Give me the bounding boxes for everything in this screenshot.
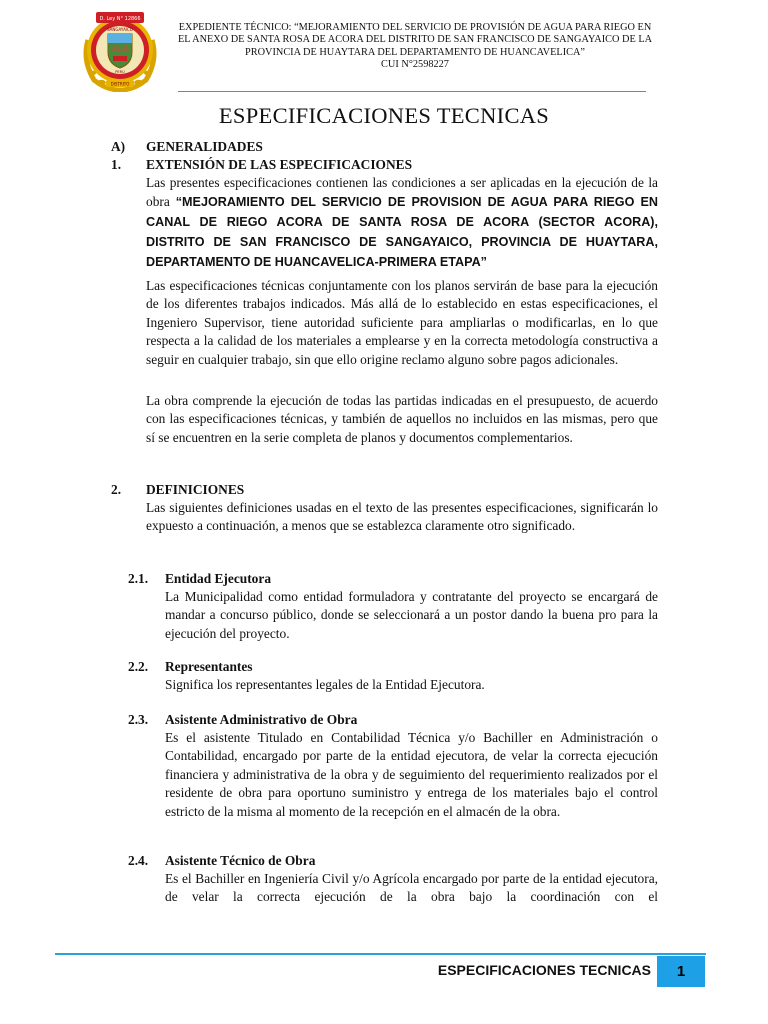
item-2-1-text: La Municipalidad como entidad formuladora y contratante del proyecto se encargará de mandar a concurso público, donde se seleccionará a un postor dando la buena pro para la ejecución del proyecto.: [165, 589, 658, 641]
item-2-4-number: 2.4.: [128, 853, 149, 868]
page-number: 1: [657, 956, 705, 987]
page-title: ESPECIFICACIONES TECNICAS: [218, 103, 550, 128]
section-1-title: EXTENSIÓN DE LAS ESPECIFICACIONES: [146, 157, 413, 172]
header-line-4: CUI N°2598227: [381, 58, 449, 70]
section-1-number: 1.: [111, 157, 122, 172]
section-a-number: A): [111, 139, 126, 154]
section-2-title: DEFINICIONES: [146, 482, 245, 497]
svg-text:PERÚ: PERÚ: [115, 70, 125, 74]
item-2-4-title: Asistente Técnico de Obra: [165, 853, 316, 868]
header-divider: [178, 91, 646, 92]
item-2-3-number: 2.3.: [128, 712, 149, 727]
footer-divider: [55, 953, 706, 955]
project-name: “MEJORAMIENTO DEL SERVICIO DE PROVISION DE AGUA PARA RIEGO EN CANAL DE RIEGO ACORA DE SANTA ROSA DE ACORA (SECTOR ACORA), DISTRITO DE SAN FRANCISCO DE SANGAYAICO, PROVINCIA DE HUAYTARA, DEPARTAMENTO DE HUANCAVELICA-PRIMERA ETAPA”: [146, 195, 658, 270]
paragraph-lead: Las presentes especificaciones contienen las condiciones a ser aplicadas en la ejecución de la obra: [146, 175, 658, 210]
section-2-paragraph: Las siguientes definiciones usadas en el texto de las presentes especificaciones, significarán lo expuesto a continuación, a menos que se establezca claramente otro significado.: [146, 500, 658, 534]
item-2-2-text: Significa los representantes legales de la Entidad Ejecutora.: [165, 677, 485, 692]
item-2-2-title: Representantes: [165, 659, 253, 674]
item-2-4-text: Es el Bachiller en Ingeniería Civil y/o Agrícola encargado por parte de la entidad ejecutora, de velar la correcta ejecución de la obra bajo la coordinación con el: [165, 871, 658, 905]
section-1-paragraph-3: La obra comprende la ejecución de todas las partidas indicadas en el presupuesto, de acuerdo con las especificaciones técnicas, y también de aquellos no incluidos en las mismas, pero que sí se encuentren en la serie completa de planos y documentos complementarios.: [146, 393, 658, 445]
header-line-2: EL ANEXO DE SANTA ROSA DE ACORA DEL DISTRITO DE SAN FRANCISCO DE SANGAYAICO DE LA: [177, 34, 653, 46]
item-2-1-number: 2.1.: [128, 571, 149, 586]
item-2-3-text: Es el asistente Titulado en Contabilidad Técnica y/o Bachiller en Administración o Contabilidad, encargado por parte de la entidad ejecutora, de velar la correcta ejecución financiera y administrativa de la obra y de seguimiento del requerimiento realizados por el residente de obra para oportuno suministro y entrega de los materiales bajo el control estricto de la misma al momento de la recepción en el almacén de la obra.: [165, 730, 658, 819]
svg-text:D. Ley N° 12866: D. Ley N° 12866: [99, 16, 141, 22]
section-a-title: GENERALIDADES: [146, 139, 263, 154]
section-1-paragraph-1: [146, 174, 658, 272]
section-2-number: 2.: [111, 482, 122, 497]
item-2-1-title: Entidad Ejecutora: [165, 571, 272, 586]
item-2-3-title: Asistente Administrativo de Obra: [165, 712, 358, 727]
section-1-paragraph-2: Las especificaciones técnicas conjuntamente con los planos servirán de base para la ejecución de los diferentes trabajos indicados. Más allá de lo establecido en estas especificaciones, el Ingeniero Supervisor, tiene autoridad suficiente para ampliarlas o modificarlas, en lo que respecta a la calidad de los materiales a emplearse y en la correcta metodología constructiva a seguir en cualquier trabajo, sin que ello origine reclamo alguno sobre pagos adicionales.: [146, 278, 658, 367]
header-project-title: [170, 22, 660, 71]
item-2-2-number: 2.2.: [128, 659, 149, 674]
footer-title: ESPECIFICACIONES TECNICAS: [437, 962, 651, 978]
header-line-3: PROVINCIA DE HUAYTARA DEL DEPARTAMENTO DE HUANCAVELICA”: [244, 46, 586, 58]
header-line-1: EXPEDIENTE TÉCNICO: “MEJORAMIENTO DEL SERVICIO DE PROVISIÓN DE AGUA PARA RIEGO EN: [178, 22, 652, 33]
municipality-logo: [80, 10, 160, 92]
page-header: [0, 0, 768, 100]
svg-text:DISTRITO: DISTRITO: [110, 81, 130, 87]
svg-text:SANGAYAICO: SANGAYAICO: [107, 27, 133, 32]
